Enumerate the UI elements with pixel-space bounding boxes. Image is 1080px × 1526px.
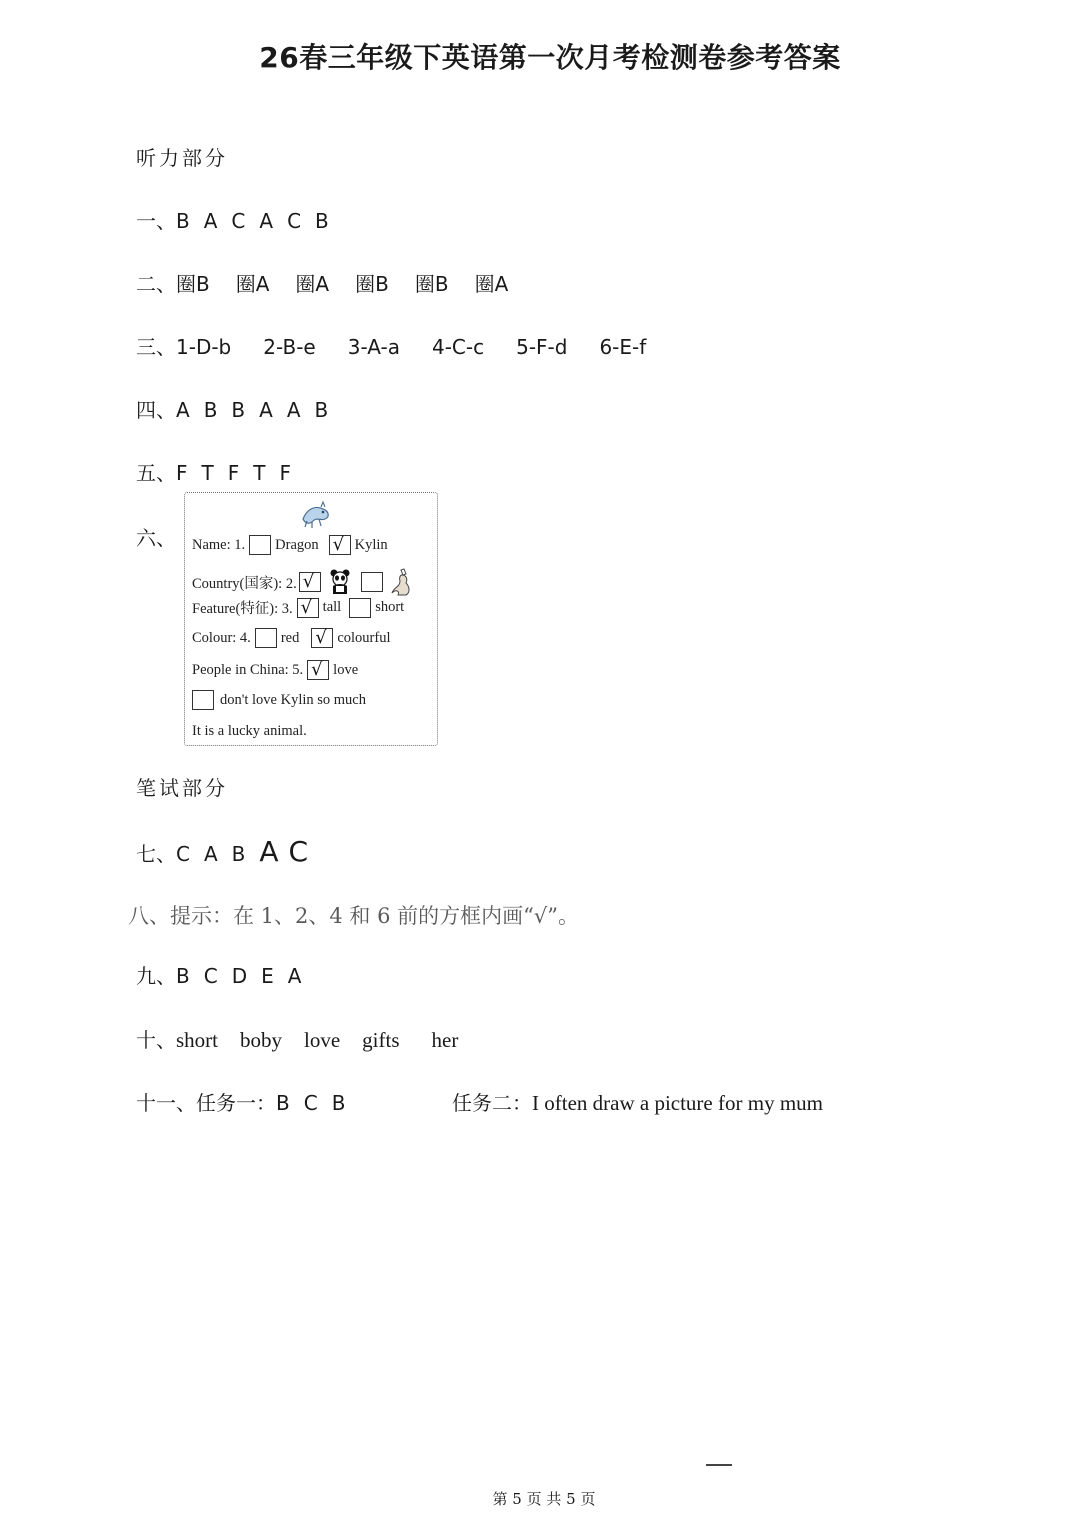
answer: boby xyxy=(240,1028,282,1052)
answer: B xyxy=(331,1091,346,1115)
answer: B xyxy=(203,398,218,422)
writing-section-header: 笔试部分 xyxy=(136,776,228,800)
answer: 圈B xyxy=(414,272,449,296)
answer: A xyxy=(203,209,218,233)
option-tall: tall xyxy=(322,599,342,615)
listening-section-header: 听力部分 xyxy=(136,146,228,170)
checkbox-panda-checked xyxy=(299,572,321,592)
answer-row-q10 xyxy=(136,1024,472,1053)
answer-row-q4 xyxy=(136,394,342,423)
checkbox-dont-love xyxy=(192,690,214,710)
answer: C xyxy=(287,209,302,233)
answer-row-q11 xyxy=(136,1087,359,1116)
answer: B xyxy=(231,842,246,866)
answer: B xyxy=(315,209,329,233)
option-dont-love: don't love Kylin so much xyxy=(220,691,366,708)
option-colourful: colourful xyxy=(337,629,391,646)
answer: E xyxy=(261,964,274,988)
answer: T xyxy=(201,461,214,485)
closing-sentence: It is a lucky animal. xyxy=(192,723,307,739)
option-red: red xyxy=(280,629,300,646)
panda-icon xyxy=(328,568,352,596)
form-row-people xyxy=(192,660,358,680)
answer: A xyxy=(203,842,218,866)
kylin-drawing-icon xyxy=(299,501,333,529)
checkbox-love-checked xyxy=(307,660,329,680)
option-short: short xyxy=(375,599,405,615)
answer: F xyxy=(279,461,291,485)
answer: 圈A xyxy=(295,272,330,296)
answer: C xyxy=(303,1091,318,1115)
answer: C xyxy=(231,209,246,233)
answer: 6-E-f xyxy=(599,335,647,359)
answer: A xyxy=(287,964,302,988)
answer: 3-A-a xyxy=(347,335,400,359)
answer: C xyxy=(176,842,190,866)
form-row-country xyxy=(192,565,417,599)
answer: C xyxy=(203,964,218,988)
answer: 圈A xyxy=(474,272,509,296)
question-label: 十、 xyxy=(136,1028,176,1052)
name-label: Name: 1. xyxy=(192,536,246,553)
answer: 1-D-b xyxy=(176,335,232,359)
question-label: 一、 xyxy=(136,209,176,233)
form-row-colour xyxy=(192,628,390,648)
answer-row-q2 xyxy=(136,268,534,297)
answer: T xyxy=(253,461,266,485)
question-label: 七、 xyxy=(136,842,176,866)
colour-label: Colour: 4. xyxy=(192,629,251,646)
checkbox-dragon xyxy=(249,535,271,555)
page-title: 26春三年级下英语第一次月考检测卷参考答案 xyxy=(259,41,841,74)
form-row-closing xyxy=(192,723,307,740)
country-label: Country(国家): 2. xyxy=(192,575,297,592)
answer: gifts xyxy=(362,1028,400,1052)
answer-row-q8-hint: 八、提示：在 1、2、4 和 6 前的方框内画“√”。 xyxy=(128,904,579,928)
answer-row-q1 xyxy=(136,205,343,234)
answer: A xyxy=(259,398,273,422)
checkbox-kylin-checked xyxy=(329,535,351,555)
form-row-name xyxy=(192,535,388,555)
task1-label: 任务一： xyxy=(196,1091,276,1115)
form-row-dont-love xyxy=(192,690,366,710)
answer-row-q3 xyxy=(136,331,678,360)
option-dragon: Dragon xyxy=(275,536,319,553)
answer-row-q5 xyxy=(136,457,305,486)
answer-row-q7 xyxy=(136,835,322,868)
checkbox-kangaroo xyxy=(361,572,383,592)
answer: A xyxy=(286,398,301,422)
question-label: 五、 xyxy=(136,461,176,485)
answer: short xyxy=(176,1028,218,1052)
kangaroo-icon xyxy=(390,565,414,599)
task2-answer: I often draw a picture for my mum xyxy=(532,1091,823,1115)
question-label: 十一、 xyxy=(136,1091,196,1115)
answer: 4-C-c xyxy=(431,335,485,359)
answer-large: A xyxy=(259,835,279,868)
question-label-q6: 六、 xyxy=(136,526,176,550)
option-love: love xyxy=(333,661,359,678)
page-footer: 第 5 页 共 5 页 xyxy=(492,1490,596,1508)
answer: 2-B-e xyxy=(263,335,316,359)
answer: 圈B xyxy=(355,272,389,296)
answer-row-q9 xyxy=(136,960,315,989)
form-row-feature xyxy=(192,597,404,618)
checkbox-red xyxy=(255,628,277,648)
checkbox-colourful-checked xyxy=(311,628,333,648)
answer: love xyxy=(304,1028,341,1052)
answer: F xyxy=(227,461,240,485)
answer: F xyxy=(176,461,188,485)
answer: B xyxy=(231,398,246,422)
question-label: 二、 xyxy=(136,272,176,296)
answer: B xyxy=(176,209,190,233)
checkbox-tall-checked xyxy=(297,598,319,618)
checkbox-short xyxy=(349,598,371,618)
people-label: People in China: 5. xyxy=(192,661,304,678)
answer: A xyxy=(259,209,274,233)
answer: 5-F-d xyxy=(516,335,568,359)
answer: 圈B xyxy=(176,272,210,296)
answer-large: C xyxy=(288,835,309,868)
answer: B xyxy=(176,964,190,988)
question-label: 九、 xyxy=(136,964,176,988)
answer: B xyxy=(276,1091,290,1115)
option-kylin: Kylin xyxy=(354,536,388,553)
task2-label: 任务二： xyxy=(452,1091,532,1115)
question-label: 四、 xyxy=(136,398,176,422)
answer: 圈A xyxy=(235,272,270,296)
answer: A xyxy=(176,398,190,422)
answer: D xyxy=(231,964,248,988)
answer: B xyxy=(314,398,329,422)
answer-row-q11-task2 xyxy=(452,1087,823,1116)
question-label: 三、 xyxy=(136,335,176,359)
kylin-form-card xyxy=(184,492,438,746)
feature-label: Feature(特征): 3. xyxy=(192,601,293,617)
decorative-dash xyxy=(706,1464,732,1466)
answer: her xyxy=(431,1028,459,1052)
